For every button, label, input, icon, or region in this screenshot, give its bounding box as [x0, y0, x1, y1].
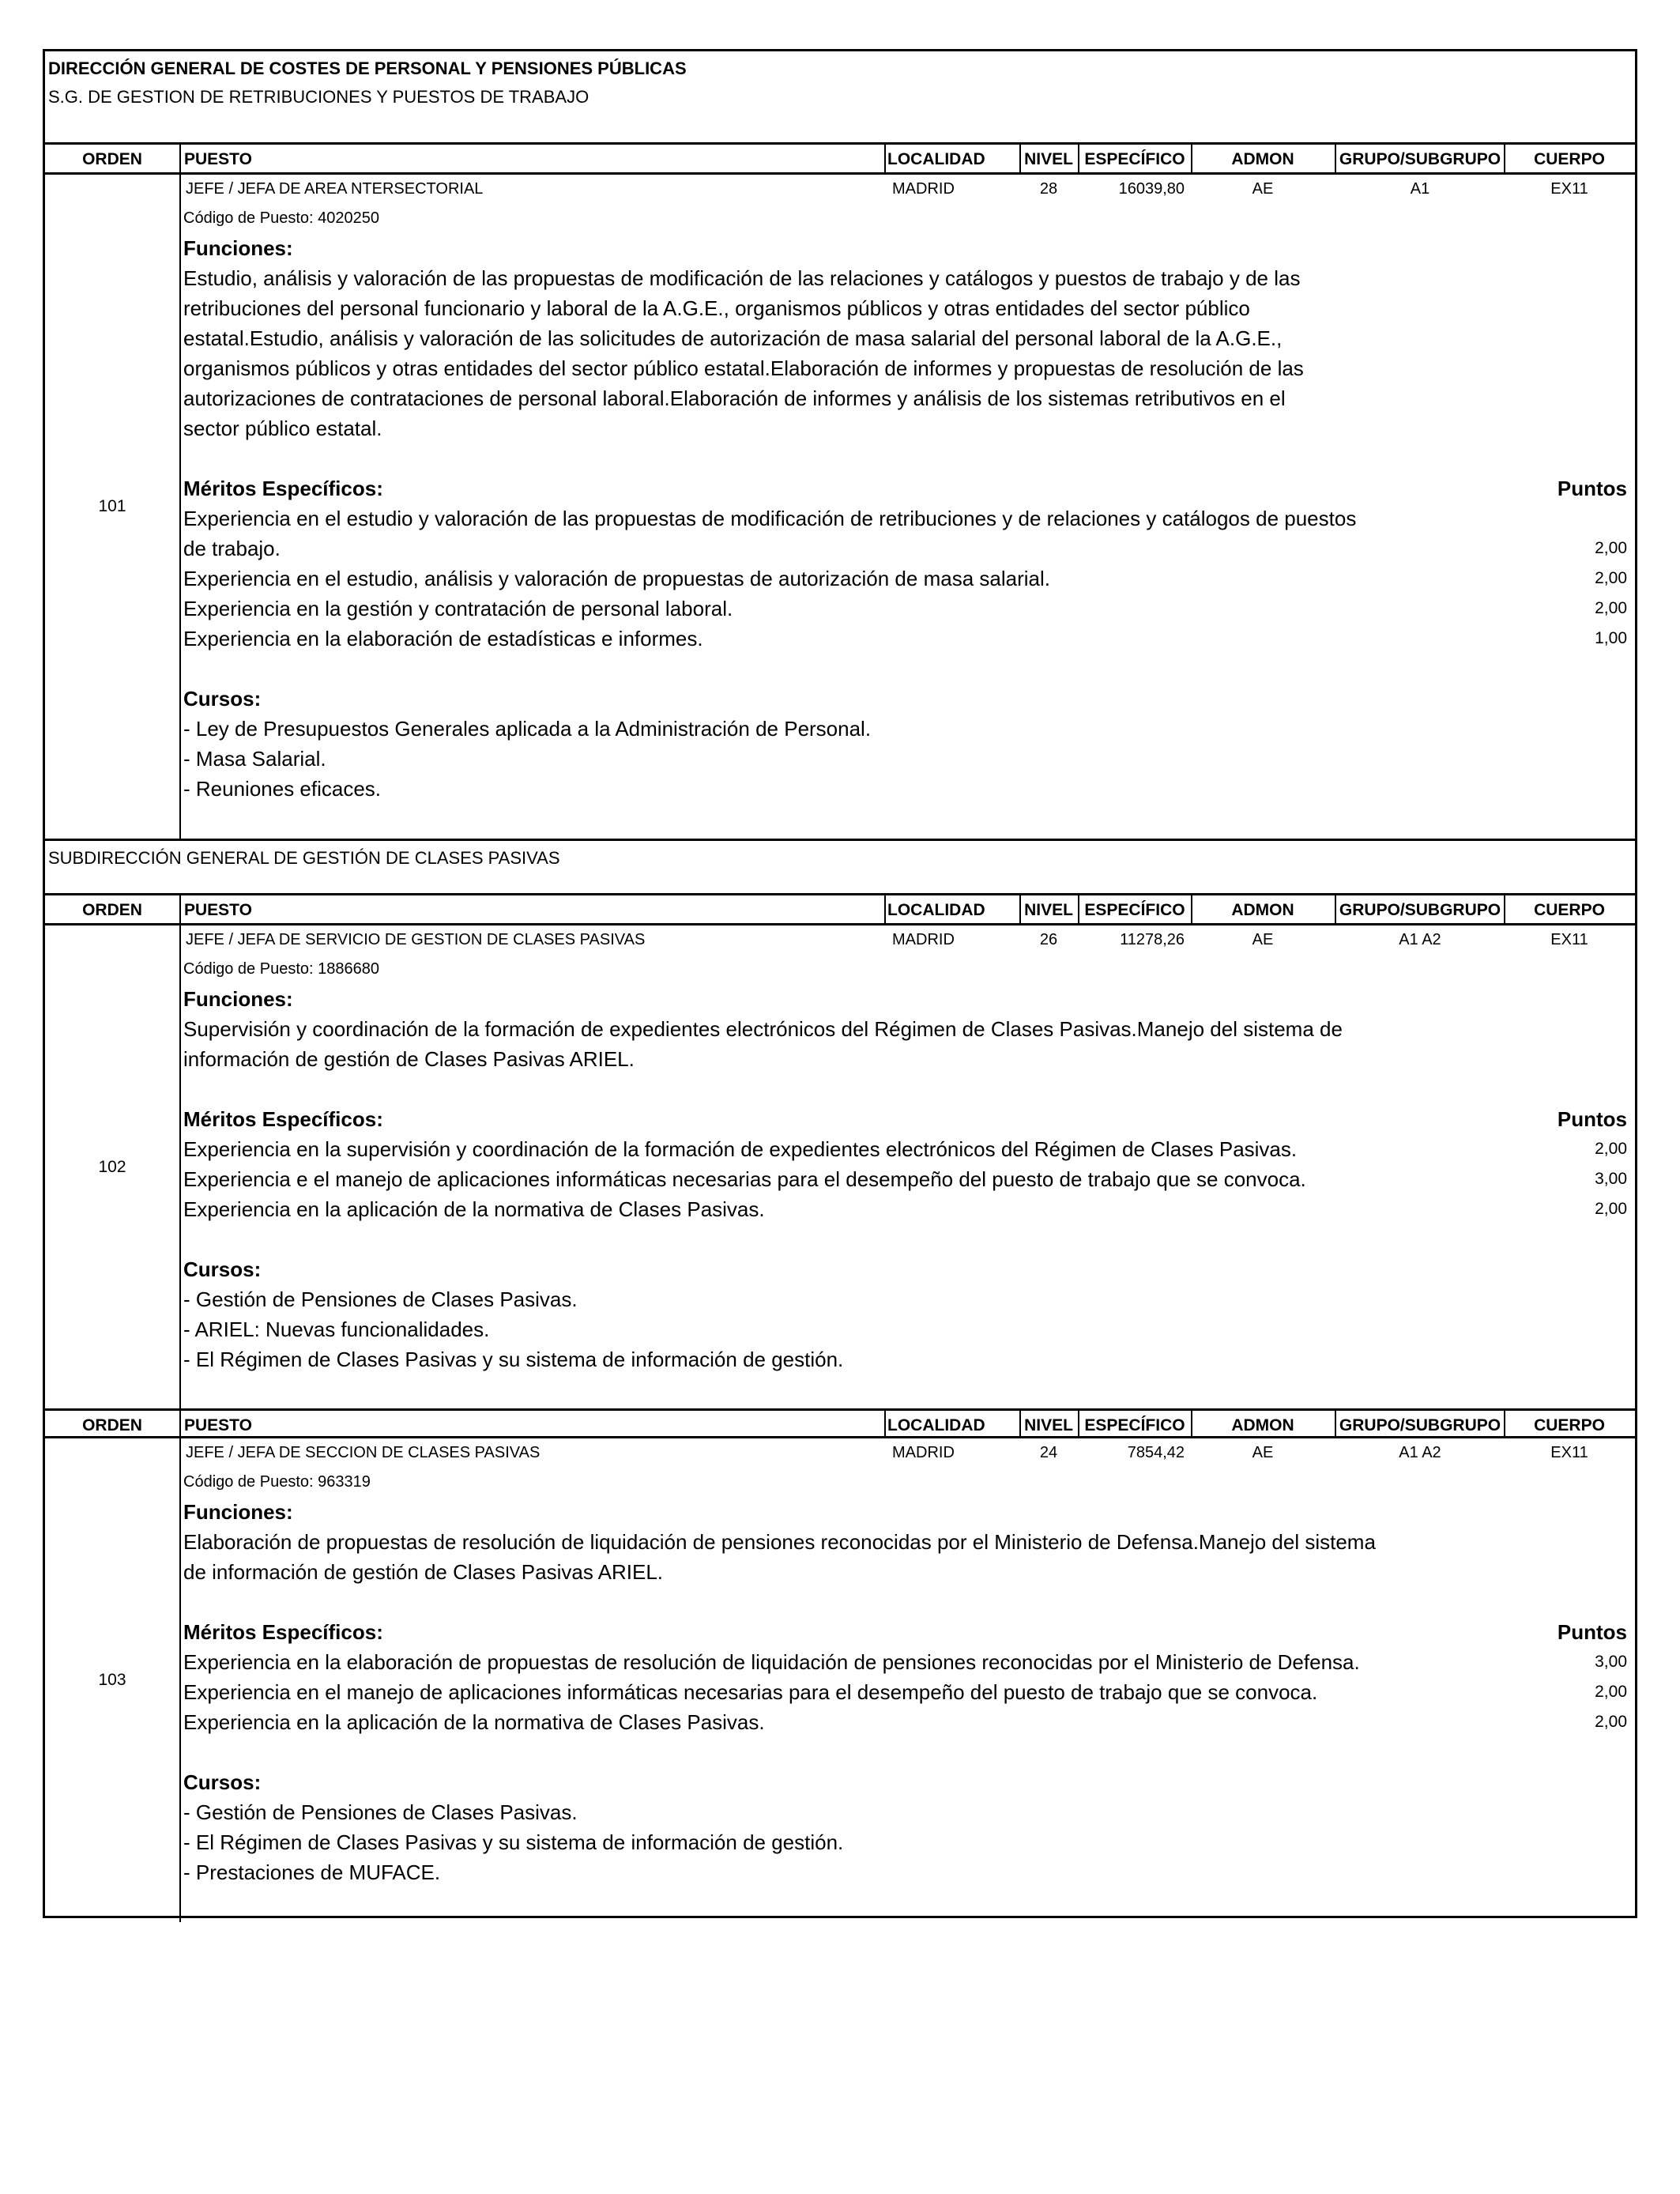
merito-item: [183, 503, 1629, 564]
header-admon: ADMON: [1231, 150, 1294, 168]
header-localidad: LOCALIDAD: [887, 150, 985, 168]
column-header: [45, 895, 1635, 925]
codigo-label: Código de Puesto:: [183, 209, 314, 227]
column-header: [45, 145, 1635, 175]
header-nivel: NIVEL: [1024, 150, 1073, 168]
post-row: [45, 175, 1635, 839]
header-especifico: ESPECÍFICO: [1084, 901, 1185, 919]
merito-item: [183, 624, 1629, 654]
header-grupo: GRUPO/SUBGRUPO: [1339, 150, 1501, 168]
header-especifico: ESPECÍFICO: [1084, 1416, 1185, 1434]
column-divider: [1078, 895, 1079, 923]
column-divider: [1504, 145, 1505, 172]
merito-item: [183, 594, 1629, 624]
merito-text: Experiencia en la elaboración de propuestas de resolución de liquidación de pensiones reconocidas por el Ministerio de Defensa.: [183, 1650, 1360, 1674]
especifico-value: 16039,80: [1118, 180, 1185, 198]
header-localidad: LOCALIDAD: [887, 1416, 985, 1434]
merito-puntos: 2,00: [1595, 1140, 1627, 1158]
curso-item: - El Régimen de Clases Pasivas y su sistema de información de gestión.: [183, 1830, 844, 1854]
merito-puntos: 2,00: [1595, 569, 1627, 587]
funciones-line: información de gestión de Clases Pasivas ARIEL.: [183, 1047, 635, 1071]
grupo-value: A1 A2: [1399, 931, 1441, 948]
merito-puntos: 2,00: [1595, 1713, 1627, 1731]
cursos-label: Cursos:: [183, 687, 262, 711]
column-divider: [1078, 145, 1079, 172]
column-divider: [1019, 1411, 1021, 1436]
cuerpo-value: EX11: [1550, 931, 1588, 948]
column-divider: [1019, 145, 1021, 172]
header-grupo: GRUPO/SUBGRUPO: [1339, 901, 1501, 919]
header-admon: ADMON: [1231, 901, 1294, 919]
subdirectorate-title: SUBDIRECCIÓN GENERAL DE GESTIÓN DE CLASES PASIVAS: [48, 848, 560, 868]
column-divider: [179, 1438, 181, 1922]
merito-puntos: 2,00: [1595, 539, 1627, 557]
puesto-title: JEFE / JEFA DE AREA NTERSECTORIAL: [186, 180, 484, 198]
column-divider: [1191, 895, 1192, 923]
orden-value: 103: [98, 1671, 126, 1689]
merito-puntos: 3,00: [1595, 1170, 1627, 1188]
header-puesto: PUESTO: [184, 150, 252, 168]
merito-text: Experiencia en la gestión y contratación de personal laboral.: [183, 597, 733, 620]
meritos-label: Méritos Específicos:: [183, 477, 383, 500]
column-divider: [179, 1411, 181, 1436]
spacer: [183, 1737, 1629, 1767]
funciones-line: sector público estatal.: [183, 417, 382, 440]
meritos-label: Méritos Específicos:: [183, 1620, 383, 1644]
column-header: [45, 1408, 1635, 1438]
funciones-line: organismos públicos y otras entidades del sector público estatal.Elaboración de informes y propuestas de resolución de las: [183, 356, 1304, 380]
admon-value: AE: [1252, 1444, 1274, 1461]
header-especifico: ESPECÍFICO: [1084, 150, 1185, 168]
puntos-label: Puntos: [1557, 1620, 1627, 1644]
header-puesto: PUESTO: [184, 1416, 252, 1434]
section-header-2: [45, 839, 1635, 895]
column-divider: [1504, 895, 1505, 923]
codigo-value: 4020250: [318, 209, 379, 227]
column-divider: [1335, 1411, 1336, 1436]
spacer: [183, 443, 1629, 473]
header-cuerpo: CUERPO: [1534, 1416, 1605, 1434]
post-details: [183, 203, 1629, 804]
funciones-line: Estudio, análisis y valoración de las propuestas de modificación de las relaciones y catálogos y puestos de trabajo y de las: [183, 266, 1301, 290]
puesto-title: JEFE / JEFA DE SERVICIO DE GESTION DE CLASES PASIVAS: [186, 931, 646, 948]
curso-item: - El Régimen de Clases Pasivas y su sistema de información de gestión.: [183, 1348, 844, 1371]
merito-item: [183, 1707, 1629, 1737]
subdirectorate-title: S.G. DE GESTION DE RETRIBUCIONES Y PUESTOS DE TRABAJO: [48, 87, 590, 107]
especifico-value: 7854,42: [1127, 1444, 1185, 1461]
curso-item: - Ley de Presupuestos Generales aplicada a la Administración de Personal.: [183, 717, 872, 741]
puntos-label: Puntos: [1557, 477, 1627, 500]
header-nivel: NIVEL: [1024, 901, 1073, 919]
especifico-value: 11278,26: [1120, 931, 1185, 948]
merito-text: Experiencia e el manejo de aplicaciones informáticas necesarias para el desempeño del puesto de trabajo que se convoca.: [183, 1167, 1306, 1191]
funciones-line: Supervisión y coordinación de la formación de expedientes electrónicos del Régimen de Clases Pasivas.Manejo del sistema de: [183, 1017, 1343, 1041]
funciones-line: de información de gestión de Clases Pasivas ARIEL.: [183, 1560, 664, 1584]
job-listing-document: [43, 49, 1637, 1918]
section-header-1: [45, 51, 1635, 145]
localidad-value: MADRID: [892, 931, 955, 948]
column-divider: [1335, 895, 1336, 923]
column-divider: [179, 895, 181, 923]
column-divider: [884, 895, 886, 923]
column-divider: [1335, 145, 1336, 172]
curso-item: - Masa Salarial.: [183, 747, 326, 771]
admon-value: AE: [1252, 931, 1274, 948]
orden-value: 102: [98, 1157, 126, 1176]
post-row: [45, 925, 1635, 1408]
column-divider: [1191, 1411, 1192, 1436]
post-details: [183, 1467, 1629, 1887]
merito-puntos: 1,00: [1595, 629, 1627, 647]
column-divider: [1191, 145, 1192, 172]
column-divider: [1019, 895, 1021, 923]
funciones-line: Elaboración de propuestas de resolución de liquidación de pensiones reconocidas por el Ministerio de Defensa.Manejo del sistema: [183, 1530, 1376, 1554]
cuerpo-value: EX11: [1550, 1444, 1588, 1461]
header-orden: ORDEN: [82, 1416, 142, 1434]
puesto-title: JEFE / JEFA DE SECCION DE CLASES PASIVAS: [186, 1444, 541, 1461]
funciones-label: Funciones:: [183, 987, 293, 1011]
funciones-label: Funciones:: [183, 236, 293, 260]
funciones-label: Funciones:: [183, 1500, 293, 1524]
codigo-value: 1886680: [318, 960, 379, 978]
column-divider: [1504, 1411, 1505, 1436]
merito-text: Experiencia en el manejo de aplicaciones informáticas necesarias para el desempeño del puesto de trabajo que se convoca.: [183, 1680, 1318, 1704]
codigo-value: 963319: [318, 1473, 371, 1491]
meritos-header: [183, 473, 1629, 503]
organization-title: DIRECCIÓN GENERAL DE COSTES DE PERSONAL Y PENSIONES PÚBLICAS: [48, 58, 687, 78]
column-divider: [884, 145, 886, 172]
header-admon: ADMON: [1231, 1416, 1294, 1434]
funciones-line: retribuciones del personal funcionario y laboral de la A.G.E., organismos públicos y otras entidades del sector público: [183, 296, 1250, 320]
spacer: [183, 654, 1629, 684]
cursos-label: Cursos:: [183, 1770, 262, 1794]
curso-item: - Gestión de Pensiones de Clases Pasivas.: [183, 1287, 578, 1311]
merito-item: [183, 564, 1629, 594]
header-orden: ORDEN: [82, 901, 142, 919]
header-puesto: PUESTO: [184, 901, 252, 919]
merito-item: [183, 1194, 1629, 1224]
column-divider: [179, 145, 181, 172]
meritos-header: [183, 1617, 1629, 1647]
nivel-value: 24: [1039, 1444, 1058, 1461]
post-row: [45, 1438, 1635, 1922]
column-divider: [884, 1411, 886, 1436]
merito-item: [183, 1677, 1629, 1707]
merito-puntos: 2,00: [1595, 1683, 1627, 1701]
spacer: [183, 1074, 1629, 1104]
admon-value: AE: [1252, 180, 1274, 198]
header-cuerpo: CUERPO: [1534, 901, 1605, 919]
orden-value: 101: [98, 497, 126, 515]
funciones-line: autorizaciones de contrataciones de personal laboral.Elaboración de informes y análisis de los sistemas retributivos en el: [183, 386, 1286, 410]
nivel-value: 26: [1039, 931, 1058, 948]
merito-text: Experiencia en la aplicación de la normativa de Clases Pasivas.: [183, 1710, 765, 1734]
merito-item: [183, 1134, 1629, 1164]
localidad-value: MADRID: [892, 180, 955, 198]
codigo-de-puesto: [183, 954, 1629, 984]
header-cuerpo: CUERPO: [1534, 150, 1605, 168]
curso-item: - Gestión de Pensiones de Clases Pasivas.: [183, 1800, 578, 1824]
header-grupo: GRUPO/SUBGRUPO: [1339, 1416, 1501, 1434]
merito-text: Experiencia en el estudio y valoración de las propuestas de modificación de retribuciones y de relaciones y catálogos de puestos: [183, 507, 1357, 530]
merito-text: Experiencia en la supervisión y coordinación de la formación de expedientes electrónicos del Régimen de Clases Pasivas.: [183, 1137, 1298, 1161]
column-divider: [179, 175, 181, 839]
codigo-label: Código de Puesto:: [183, 960, 314, 978]
codigo-de-puesto: [183, 203, 1629, 233]
merito-text: Experiencia en el estudio, análisis y valoración de propuestas de autorización de masa salarial.: [183, 567, 1050, 590]
grupo-value: A1: [1410, 180, 1430, 198]
merito-text: de trabajo.: [183, 537, 281, 560]
merito-puntos: 2,00: [1595, 599, 1627, 617]
curso-item: - ARIEL: Nuevas funcionalidades.: [183, 1318, 490, 1341]
puntos-label: Puntos: [1557, 1107, 1627, 1131]
merito-puntos: 2,00: [1595, 1200, 1627, 1218]
merito-puntos: 3,00: [1595, 1653, 1627, 1671]
meritos-label: Méritos Específicos:: [183, 1107, 383, 1131]
header-orden: ORDEN: [82, 150, 142, 168]
codigo-de-puesto: [183, 1467, 1629, 1497]
nivel-value: 28: [1039, 180, 1058, 198]
spacer: [183, 1224, 1629, 1254]
column-divider: [179, 925, 181, 1408]
curso-item: - Prestaciones de MUFACE.: [183, 1860, 441, 1884]
meritos-header: [183, 1104, 1629, 1134]
merito-item: [183, 1647, 1629, 1677]
merito-item: [183, 1164, 1629, 1194]
localidad-value: MADRID: [892, 1444, 955, 1461]
merito-text: Experiencia en la aplicación de la normativa de Clases Pasivas.: [183, 1197, 765, 1221]
curso-item: - Reuniones eficaces.: [183, 777, 382, 801]
funciones-line: estatal.Estudio, análisis y valoración de las solicitudes de autorización de masa salarial del personal laboral de la A.G.E.,: [183, 326, 1283, 350]
column-divider: [1078, 1411, 1079, 1436]
post-details: [183, 954, 1629, 1374]
merito-text: Experiencia en la elaboración de estadísticas e informes.: [183, 627, 703, 650]
header-localidad: LOCALIDAD: [887, 901, 985, 919]
cursos-label: Cursos:: [183, 1257, 262, 1281]
codigo-label: Código de Puesto:: [183, 1473, 314, 1491]
header-nivel: NIVEL: [1024, 1416, 1073, 1434]
cuerpo-value: EX11: [1550, 180, 1588, 198]
grupo-value: A1 A2: [1399, 1444, 1441, 1461]
spacer: [183, 1587, 1629, 1617]
